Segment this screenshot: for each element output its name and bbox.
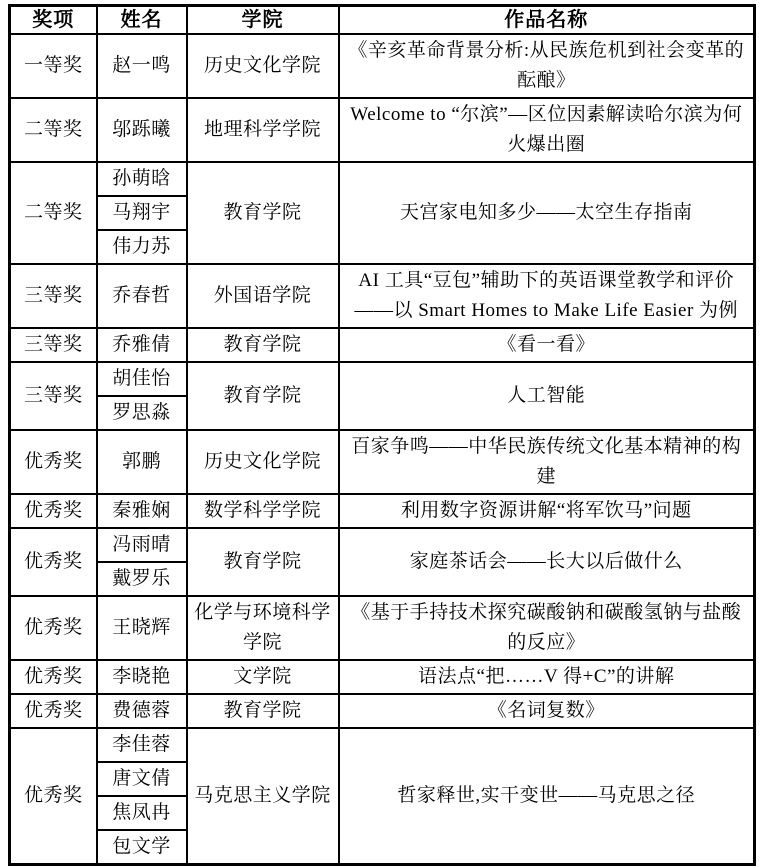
column-header: 奖项 — [10, 6, 97, 35]
work-title-cell: 《基于手持技术探究碳酸钠和碳酸氢钠与盐酸的反应》 — [339, 596, 755, 660]
table-header — [10, 6, 755, 35]
college-cell: 历史文化学院 — [187, 34, 339, 98]
name-cell: 伟力苏 — [97, 230, 187, 264]
table-row — [10, 162, 755, 196]
college-cell: 数学科学学院 — [187, 494, 339, 528]
name-cell: 孙萌晗 — [97, 162, 187, 196]
table-row — [10, 528, 755, 562]
name-cell: 王晓辉 — [97, 596, 187, 660]
header-row — [10, 6, 755, 35]
award-cell: 一等奖 — [10, 34, 97, 98]
work-title-cell: Welcome to “尔滨”—区位因素解读哈尔滨为何火爆出圈 — [339, 98, 755, 162]
work-title-cell: 《辛亥革命背景分析:从民族危机到社会变革的酝酿》 — [339, 34, 755, 98]
name-cell: 赵一鸣 — [97, 34, 187, 98]
college-cell: 地理科学学院 — [187, 98, 339, 162]
work-title-cell: 《名词复数》 — [339, 694, 755, 728]
work-title-cell: 人工智能 — [339, 362, 755, 430]
work-title-cell: 《看一看》 — [339, 328, 755, 362]
work-title-cell: 家庭茶话会——长大以后做什么 — [339, 528, 755, 596]
award-cell: 优秀奖 — [10, 528, 97, 596]
work-title-cell: 语法点“把……V 得+C”的讲解 — [339, 660, 755, 694]
award-cell: 三等奖 — [10, 264, 97, 328]
table-row — [10, 660, 755, 694]
award-cell: 优秀奖 — [10, 430, 97, 494]
name-cell: 乔春哲 — [97, 264, 187, 328]
column-header: 作品名称 — [339, 6, 755, 35]
name-cell: 秦雅娴 — [97, 494, 187, 528]
table-body — [10, 34, 755, 865]
work-title-cell: 哲家释世,实干变世——马克思之径 — [339, 728, 755, 865]
work-title-cell: 天宫家电知多少——太空生存指南 — [339, 162, 755, 264]
table-row — [10, 98, 755, 162]
table-row — [10, 362, 755, 396]
award-cell: 二等奖 — [10, 162, 97, 264]
table-row — [10, 596, 755, 660]
college-cell: 教育学院 — [187, 528, 339, 596]
table-row — [10, 328, 755, 362]
column-header: 姓名 — [97, 6, 187, 35]
name-cell: 邬跞曦 — [97, 98, 187, 162]
table-row — [10, 34, 755, 98]
college-cell: 教育学院 — [187, 362, 339, 430]
name-cell: 郭鹏 — [97, 430, 187, 494]
table-row — [10, 728, 755, 762]
college-cell: 教育学院 — [187, 694, 339, 728]
award-cell: 优秀奖 — [10, 494, 97, 528]
award-cell: 优秀奖 — [10, 694, 97, 728]
name-cell: 李晓艳 — [97, 660, 187, 694]
award-cell: 优秀奖 — [10, 728, 97, 865]
name-cell: 李佳蓉 — [97, 728, 187, 762]
name-cell: 费德蓉 — [97, 694, 187, 728]
table-row — [10, 430, 755, 494]
table-row — [10, 694, 755, 728]
college-cell: 教育学院 — [187, 162, 339, 264]
award-cell: 优秀奖 — [10, 660, 97, 694]
name-cell: 马翔宇 — [97, 196, 187, 230]
work-title-cell: AI 工具“豆包”辅助下的英语课堂教学和评价——以 Smart Homes to Make Life Easier 为例 — [339, 264, 755, 328]
name-cell: 包文学 — [97, 830, 187, 865]
award-cell: 优秀奖 — [10, 596, 97, 660]
table-row — [10, 494, 755, 528]
work-title-cell: 利用数字资源讲解“将军饮马”问题 — [339, 494, 755, 528]
table-row — [10, 264, 755, 328]
award-cell: 二等奖 — [10, 98, 97, 162]
college-cell: 外国语学院 — [187, 264, 339, 328]
award-cell: 三等奖 — [10, 328, 97, 362]
column-header: 学院 — [187, 6, 339, 35]
awards-table — [8, 4, 756, 866]
work-title-cell: 百家争鸣——中华民族传统文化基本精神的构建 — [339, 430, 755, 494]
name-cell: 焦凤冉 — [97, 796, 187, 830]
name-cell: 胡佳怡 — [97, 362, 187, 396]
name-cell: 戴罗乐 — [97, 562, 187, 596]
name-cell: 冯雨晴 — [97, 528, 187, 562]
name-cell: 唐文倩 — [97, 762, 187, 796]
college-cell: 马克思主义学院 — [187, 728, 339, 865]
college-cell: 文学院 — [187, 660, 339, 694]
college-cell: 历史文化学院 — [187, 430, 339, 494]
name-cell: 罗思淼 — [97, 396, 187, 430]
award-cell: 三等奖 — [10, 362, 97, 430]
college-cell: 教育学院 — [187, 328, 339, 362]
college-cell: 化学与环境科学学院 — [187, 596, 339, 660]
name-cell: 乔雅倩 — [97, 328, 187, 362]
